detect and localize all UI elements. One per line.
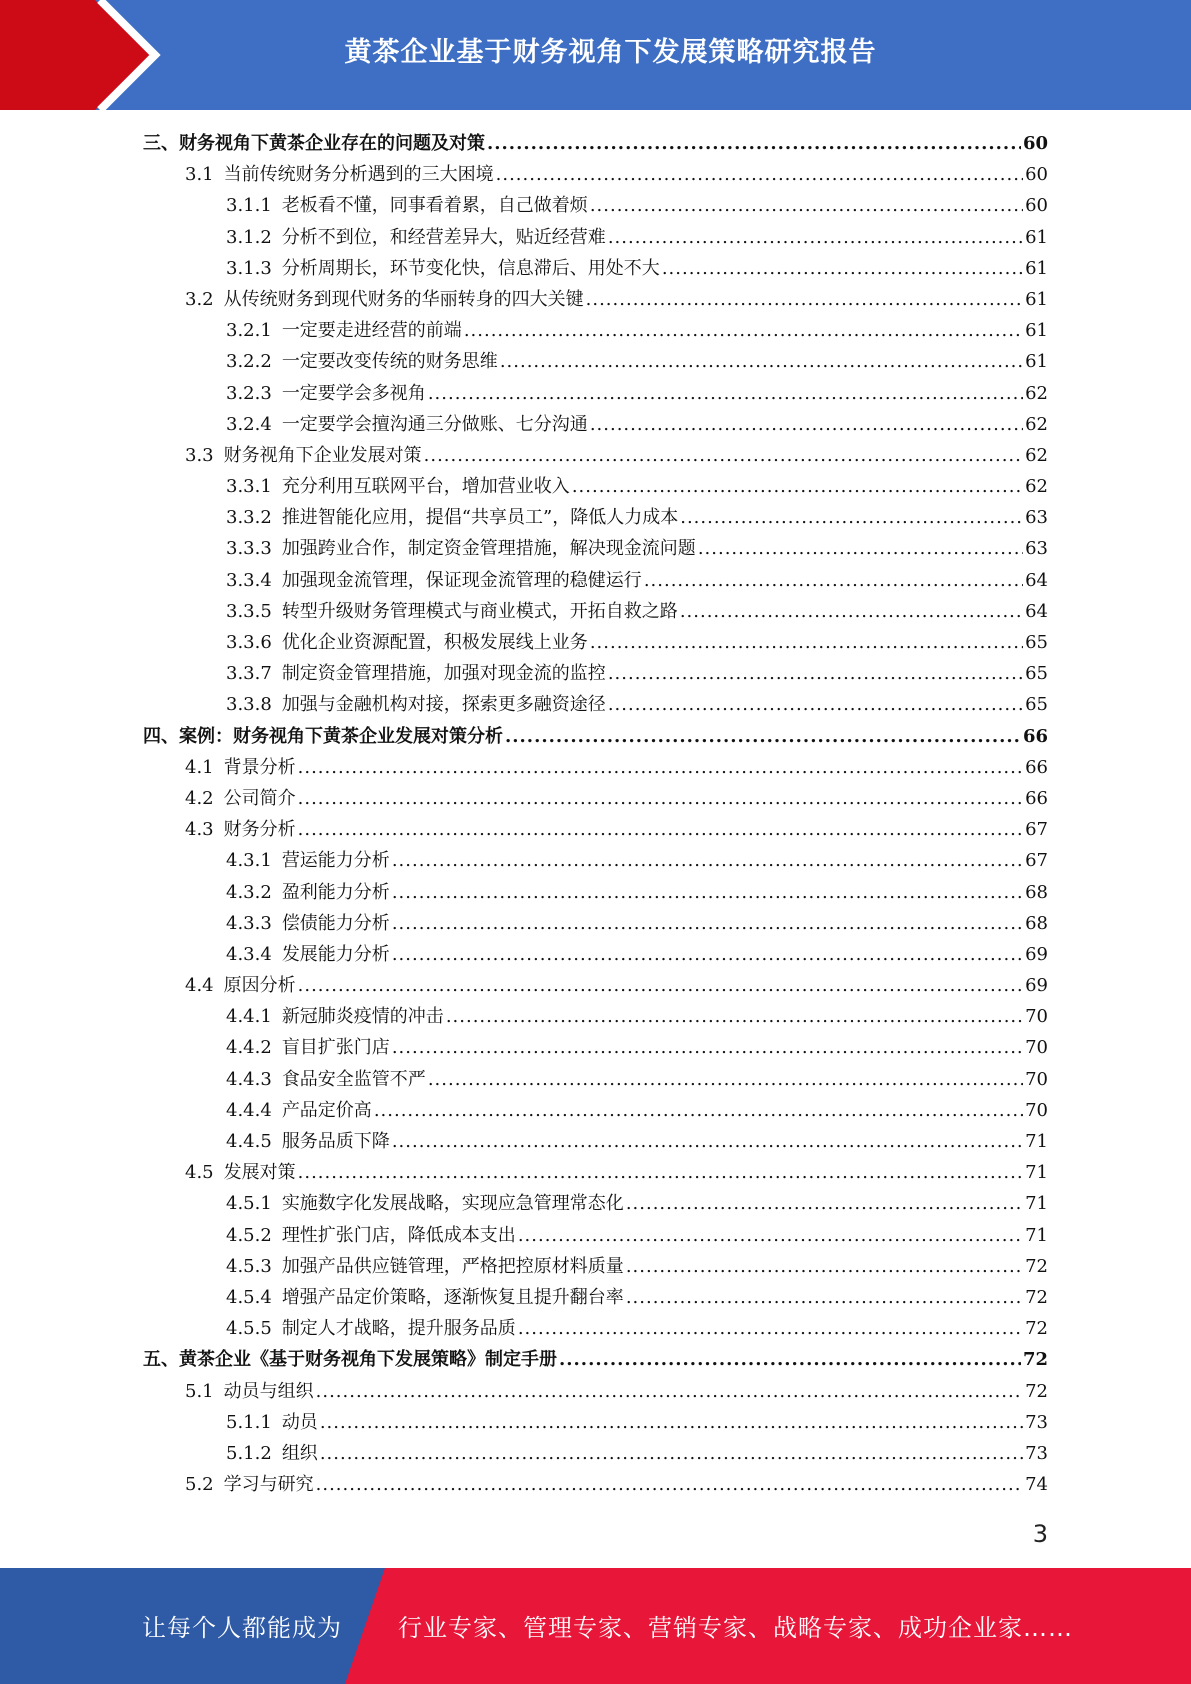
toc-dot-leader (487, 128, 1021, 159)
toc-entry-page: 66 (1025, 787, 1048, 809)
toc-entry-number: 4.5.5 (226, 1318, 272, 1340)
toc-dot-leader (392, 908, 1023, 939)
toc-entry-number: 3.1.3 (226, 257, 272, 279)
toc-entry-title: 加强现金流管理，保证现金流管理的稳健运行 (281, 569, 642, 591)
toc-entry[interactable] (143, 284, 1048, 315)
toc-entry-number: 4.4.1 (226, 1006, 272, 1028)
toc-entry[interactable] (143, 253, 1048, 284)
toc-entry[interactable] (143, 877, 1048, 908)
toc-dot-leader (626, 1282, 1023, 1313)
toc-dot-leader (698, 533, 1023, 564)
toc-entry-title: 一定要改变传统的财务思维 (281, 351, 498, 373)
toc-entry-number: 3.3.2 (226, 507, 272, 529)
toc-entry-number: 3.3.5 (226, 600, 272, 622)
toc-entry-page: 70 (1025, 1006, 1048, 1028)
toc-entry-title: 学习与研究 (223, 1474, 314, 1496)
toc-entry-page: 73 (1025, 1411, 1048, 1433)
toc-entry[interactable] (143, 1376, 1048, 1407)
toc-entry-number: 3.2.4 (226, 413, 272, 435)
toc-dot-leader (644, 565, 1023, 596)
toc-dot-leader (590, 627, 1023, 658)
toc-entry[interactable] (143, 440, 1048, 471)
toc-entry-number: 4.5.1 (226, 1193, 272, 1215)
toc-entry[interactable] (143, 1157, 1048, 1188)
toc-entry-page: 72 (1025, 1255, 1048, 1277)
toc-entry-page: 62 (1025, 413, 1048, 435)
toc-entry-number: 4.4 (185, 975, 214, 997)
toc-entry-page: 72 (1025, 1380, 1048, 1402)
toc-entry[interactable] (143, 689, 1048, 720)
toc-entry-number: 3.3.6 (226, 632, 272, 653)
toc-entry-number: 4.4.2 (226, 1037, 272, 1059)
toc-entry-number: 3.2.1 (226, 320, 272, 342)
toc-entry[interactable] (143, 1126, 1048, 1157)
toc-entry-page: 65 (1025, 663, 1048, 685)
toc-entry-number: 3.3.7 (226, 663, 272, 685)
toc-entry-page: 69 (1025, 943, 1048, 965)
toc-entry-number: 4.5.4 (226, 1286, 272, 1308)
toc-entry-title: 实施数字化发展战略，实现应急管理常态化 (281, 1193, 624, 1215)
toc-entry[interactable] (143, 315, 1048, 346)
toc-entry-page: 60 (1025, 195, 1048, 217)
toc-entry-page: 65 (1025, 694, 1048, 716)
toc-entry-number: 4.4.3 (226, 1068, 272, 1090)
toc-entry[interactable] (143, 752, 1048, 783)
toc-entry-number: 4.5 (185, 1162, 214, 1184)
toc-entry[interactable] (143, 908, 1048, 939)
toc-entry-page: 70 (1025, 1068, 1048, 1090)
toc-entry-number: 4.3.4 (226, 943, 272, 965)
toc-entry-number: 3.1.1 (226, 195, 272, 217)
toc-entry-page: 63 (1025, 538, 1048, 560)
toc-entry-number: 3.2.2 (226, 351, 272, 373)
toc-entry-title: 制定人才战略，提升服务品质 (281, 1318, 516, 1340)
toc-entry-number: 4.5.3 (226, 1255, 272, 1277)
toc-dot-leader (626, 1188, 1023, 1219)
toc-entry-title: 充分利用互联网平台，增加营业收入 (281, 476, 570, 498)
toc-entry[interactable] (143, 471, 1048, 502)
toc-entry[interactable] (143, 627, 1048, 658)
toc-entry-title: 组织 (281, 1442, 318, 1464)
toc-entry-title: 老板看不懂，同事看着累，自己做着烦 (281, 195, 588, 217)
toc-dot-leader (680, 502, 1023, 533)
toc-entry-number: 4.2 (185, 787, 214, 809)
toc-entry-page: 66 (1025, 756, 1048, 778)
toc-dot-leader (320, 1438, 1023, 1469)
toc-entry[interactable] (143, 845, 1048, 876)
toc-entry-page: 69 (1025, 975, 1048, 997)
toc-entry-number: 4.4.4 (226, 1099, 272, 1121)
footer-slogan-right: 行业专家、管理专家、营销专家、战略专家、成功企业家…… (398, 1614, 1073, 1642)
toc-dot-leader (392, 939, 1023, 970)
toc-entry[interactable] (143, 1032, 1048, 1063)
toc-entry-page: 70 (1025, 1037, 1048, 1059)
toc-dot-leader (298, 970, 1023, 1001)
toc-dot-leader (392, 845, 1023, 876)
toc-entry-page: 73 (1025, 1442, 1048, 1464)
toc-entry-title: 推进智能化应用，提倡“共享员工”，降低人力成本 (281, 507, 679, 529)
toc-entry[interactable] (143, 1095, 1048, 1126)
toc-entry-title: 营运能力分析 (281, 850, 390, 872)
toc-entry-number: 4.3.2 (226, 881, 272, 903)
toc-entry-title: 盲目扩张门店 (281, 1037, 390, 1059)
toc-entry[interactable] (143, 1001, 1048, 1032)
toc-entry-page: 61 (1025, 226, 1048, 248)
toc-entry-page: 71 (1025, 1162, 1048, 1184)
toc-dot-leader (316, 1376, 1023, 1407)
toc-dot-leader (572, 471, 1023, 502)
toc-entry[interactable] (143, 783, 1048, 814)
toc-entry-title: 原因分析 (223, 975, 296, 997)
toc-entry-number: 4.3.1 (226, 850, 272, 872)
table-of-contents (143, 128, 1048, 1500)
toc-entry-page: 71 (1025, 1224, 1048, 1246)
toc-dot-leader (680, 596, 1023, 627)
toc-entry-page: 74 (1025, 1474, 1048, 1496)
toc-entry-page: 61 (1025, 288, 1048, 310)
toc-entry-page: 60 (1022, 133, 1048, 154)
toc-dot-leader (518, 1313, 1023, 1344)
page-footer (0, 1568, 1191, 1684)
toc-dot-leader (559, 1344, 1021, 1375)
toc-entry-title: 从传统财务到现代财务的华丽转身的四大关键 (223, 288, 584, 310)
toc-entry-number: 3.1.2 (226, 226, 272, 248)
toc-dot-leader (608, 689, 1023, 720)
toc-entry-number: 3.3 (185, 444, 214, 466)
toc-entry-title: 服务品质下降 (281, 1131, 390, 1152)
toc-entry-title: 四、案例：财务视角下黄茶企业发展对策分析 (143, 725, 503, 747)
toc-entry-page: 62 (1025, 382, 1048, 404)
toc-entry[interactable] (143, 159, 1048, 190)
toc-entry-number: 5.1 (185, 1380, 214, 1402)
toc-entry-number: 3.3.8 (226, 694, 272, 716)
document-title: 黄茶企业基于财务视角下发展策略研究报告 (344, 37, 877, 68)
page-number: 3 (1032, 1520, 1048, 1548)
toc-entry[interactable] (143, 222, 1048, 253)
toc-entry-number: 5.1.2 (226, 1442, 272, 1464)
toc-entry-title: 发展对策 (223, 1162, 296, 1184)
toc-entry-page: 64 (1025, 600, 1048, 622)
toc-entry-number: 4.1 (185, 756, 214, 778)
toc-dot-leader (320, 1407, 1023, 1438)
toc-entry-page: 62 (1025, 476, 1048, 498)
toc-entry-page: 66 (1022, 725, 1048, 747)
toc-dot-leader (374, 1095, 1023, 1126)
toc-dot-leader (298, 1157, 1023, 1188)
toc-dot-leader (428, 378, 1023, 409)
toc-entry-title: 财务视角下企业发展对策 (223, 444, 422, 466)
toc-dot-leader (608, 658, 1023, 689)
toc-entry-title: 动员 (281, 1411, 318, 1433)
toc-entry-title: 优化企业资源配置，积极发展线上业务 (281, 632, 588, 653)
toc-entry-title: 加强产品供应链管理，严格把控原材料质量 (281, 1255, 624, 1277)
toc-dot-leader (298, 752, 1023, 783)
toc-dot-leader (590, 409, 1023, 440)
toc-entry-number: 4.3.3 (226, 912, 272, 934)
toc-entry-page: 67 (1025, 850, 1048, 872)
toc-dot-leader (505, 721, 1021, 752)
toc-entry-page: 72 (1022, 1349, 1048, 1371)
toc-entry-page: 67 (1025, 819, 1048, 841)
toc-entry-page: 63 (1025, 507, 1048, 529)
toc-entry-page: 72 (1025, 1286, 1048, 1308)
toc-entry[interactable] (143, 128, 1048, 159)
toc-entry[interactable] (143, 1220, 1048, 1251)
toc-entry-page: 70 (1025, 1099, 1048, 1121)
toc-dot-leader (496, 159, 1023, 190)
toc-entry-title: 产品定价高 (281, 1099, 372, 1121)
toc-entry-title: 食品安全监管不严 (281, 1068, 426, 1090)
toc-entry[interactable] (143, 814, 1048, 845)
toc-entry-title: 增强产品定价策略，逐渐恢复且提升翻台率 (281, 1286, 624, 1308)
toc-entry[interactable] (143, 596, 1048, 627)
toc-entry-title: 偿债能力分析 (281, 912, 390, 934)
toc-entry-title: 财务分析 (223, 819, 296, 841)
toc-entry-page: 61 (1025, 320, 1048, 342)
toc-entry-title: 分析不到位，和经营差异大，贴近经营难 (281, 226, 606, 248)
toc-entry-number: 3.2 (185, 288, 214, 310)
toc-entry-title: 一定要走进经营的前端 (281, 320, 462, 342)
toc-dot-leader (316, 1469, 1023, 1500)
toc-entry-number: 3.3.3 (226, 538, 272, 560)
toc-entry-number: 4.4.5 (226, 1131, 272, 1152)
toc-entry-page: 64 (1025, 569, 1048, 591)
toc-entry[interactable] (143, 409, 1048, 440)
toc-entry[interactable] (143, 1438, 1048, 1469)
toc-entry-number: 4.5.2 (226, 1224, 272, 1246)
toc-dot-leader (424, 440, 1023, 471)
toc-dot-leader (608, 222, 1023, 253)
toc-entry-title: 动员与组织 (223, 1380, 314, 1402)
toc-entry-page: 71 (1025, 1131, 1048, 1152)
toc-entry-number: 3.3.4 (226, 569, 272, 591)
toc-dot-leader (298, 814, 1023, 845)
toc-entry-page: 61 (1025, 351, 1048, 373)
toc-entry-page: 61 (1025, 257, 1048, 279)
toc-entry-title: 理性扩张门店，降低成本支出 (281, 1224, 516, 1246)
toc-entry-title: 发展能力分析 (281, 943, 390, 965)
toc-entry[interactable] (143, 1188, 1048, 1219)
toc-dot-leader (626, 1251, 1023, 1282)
toc-entry-title: 一定要学会擅沟通三分做账、七分沟通 (281, 413, 588, 435)
toc-entry-title: 当前传统财务分析遇到的三大困境 (223, 164, 494, 186)
toc-entry[interactable] (143, 378, 1048, 409)
toc-entry[interactable] (143, 190, 1048, 221)
toc-entry-title: 分析周期长，环节变化快，信息滞后、用处不大 (281, 257, 660, 279)
toc-entry[interactable] (143, 346, 1048, 377)
toc-dot-leader (446, 1001, 1023, 1032)
toc-entry-number: 4.3 (185, 819, 214, 841)
toc-entry-page: 68 (1025, 912, 1048, 934)
toc-entry-title: 公司简介 (223, 787, 296, 809)
toc-entry[interactable] (143, 970, 1048, 1001)
toc-entry[interactable] (143, 658, 1048, 689)
toc-entry-title: 背景分析 (223, 756, 296, 778)
toc-dot-leader (464, 315, 1023, 346)
toc-dot-leader (586, 284, 1023, 315)
toc-dot-leader (392, 1032, 1023, 1063)
toc-entry-title: 加强跨业合作，制定资金管理措施，解决现金流问题 (281, 538, 696, 560)
toc-entry-page: 72 (1025, 1318, 1048, 1340)
toc-dot-leader (392, 1126, 1023, 1157)
toc-dot-leader (428, 1064, 1023, 1095)
toc-entry[interactable] (143, 502, 1048, 533)
toc-entry-page: 60 (1025, 164, 1048, 186)
toc-entry-number: 5.1.1 (226, 1411, 272, 1433)
toc-dot-leader (392, 877, 1023, 908)
toc-entry-title: 五、黄茶企业《基于财务视角下发展策略》制定手册 (143, 1349, 557, 1371)
toc-entry[interactable] (143, 939, 1048, 970)
toc-entry-title: 新冠肺炎疫情的冲击 (281, 1006, 444, 1028)
toc-entry-page: 71 (1025, 1193, 1048, 1215)
toc-entry[interactable] (143, 1313, 1048, 1344)
toc-dot-leader (590, 190, 1023, 221)
toc-entry[interactable] (143, 721, 1048, 752)
toc-entry[interactable] (143, 1469, 1048, 1500)
toc-dot-leader (298, 783, 1023, 814)
toc-entry[interactable] (143, 533, 1048, 564)
toc-dot-leader (500, 346, 1023, 377)
toc-entry-page: 62 (1025, 444, 1048, 466)
toc-entry-number: 3.1 (185, 164, 214, 186)
toc-entry[interactable] (143, 1282, 1048, 1313)
toc-entry-title: 加强与金融机构对接，探索更多融资途径 (281, 694, 606, 716)
toc-entry-number: 3.2.3 (226, 382, 272, 404)
toc-dot-leader (518, 1220, 1023, 1251)
toc-entry-title: 三、财务视角下黄茶企业存在的问题及对策 (143, 133, 485, 154)
toc-entry[interactable] (143, 1251, 1048, 1282)
toc-entry[interactable] (143, 1064, 1048, 1095)
toc-entry-title: 转型升级财务管理模式与商业模式，开拓自救之路 (281, 600, 678, 622)
toc-dot-leader (662, 253, 1023, 284)
toc-entry-page: 65 (1025, 632, 1048, 653)
toc-entry[interactable] (143, 1344, 1048, 1375)
toc-entry-title: 制定资金管理措施，加强对现金流的监控 (281, 663, 606, 685)
toc-entry-title: 一定要学会多视角 (281, 382, 426, 404)
toc-entry-title: 盈利能力分析 (281, 881, 390, 903)
toc-entry-number: 3.3.1 (226, 476, 272, 498)
toc-entry[interactable] (143, 1407, 1048, 1438)
toc-entry-page: 68 (1025, 881, 1048, 903)
toc-entry[interactable] (143, 565, 1048, 596)
page-header (0, 0, 1191, 110)
toc-entry-number: 5.2 (185, 1474, 214, 1496)
footer-slogan-left: 让每个人都能成为 (142, 1614, 342, 1642)
